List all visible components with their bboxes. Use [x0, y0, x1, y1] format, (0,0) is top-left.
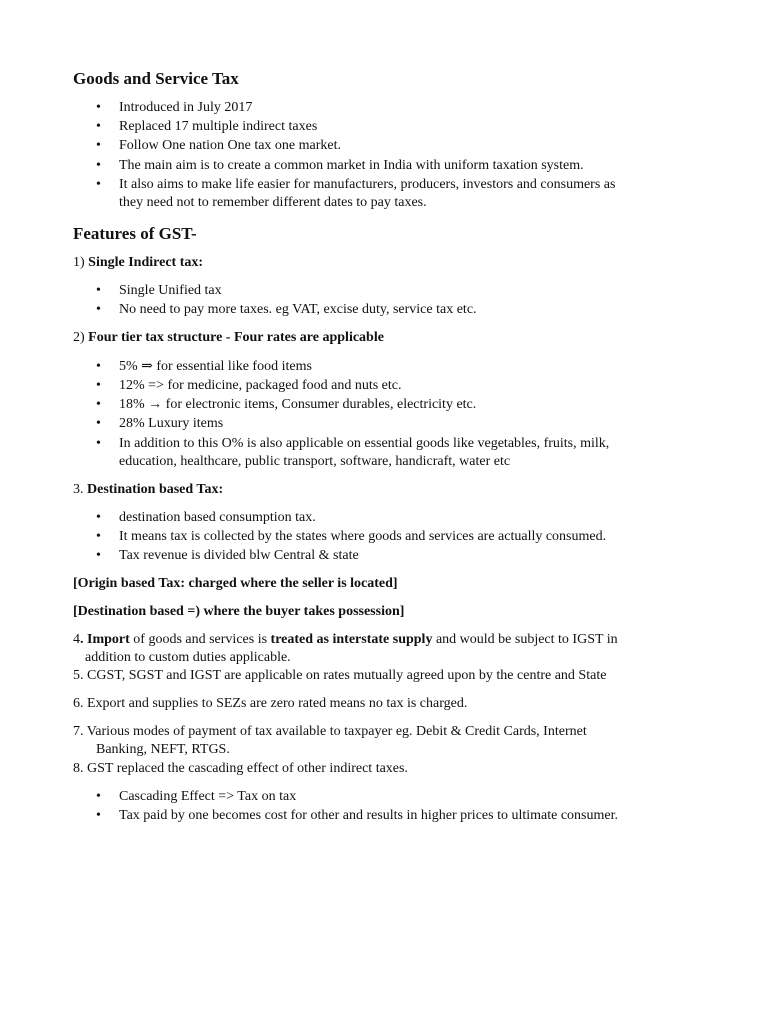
- gst-bullet-5: It also aims to make life easier for manufacturers, producers, investors and consumers as: [119, 177, 616, 192]
- feature-4-dot: .: [80, 632, 87, 647]
- destination-note: [Destination based =) where the buyer takes possession]: [73, 604, 405, 619]
- gst-bullet-3: Follow One nation One tax one market.: [119, 138, 342, 153]
- feature-4-cont: addition to custom duties applicable.: [85, 650, 291, 665]
- feature-4-import: Import: [87, 632, 130, 647]
- feature-7-cont: Banking, NEFT, RTGS.: [96, 742, 230, 757]
- gst-bullet-1: Introduced in July 2017: [119, 100, 253, 115]
- feature-6-line: 6. Export and supplies to SEZs are zero rated means no tax is charged.: [73, 696, 468, 711]
- feature-5-line: 5. CGST, SGST and IGST are applicable on rates mutually agreed upon by the centre and State: [73, 668, 607, 683]
- feature-3-bullet-2: It means tax is collected by the states where goods and services are actually consumed.: [119, 529, 607, 544]
- bullet-icon: •: [96, 283, 101, 298]
- feature-7-line: 7. Various modes of payment of tax available to taxpayer eg. Debit & Credit Cards, Internet: [73, 724, 587, 739]
- feature-3-label: Destination based Tax:: [87, 482, 224, 497]
- feature-1-number: 1): [73, 255, 89, 270]
- feature-2-bullet-2: 12% => for medicine, packaged food and nuts etc.: [119, 378, 402, 393]
- gst-title: Goods and Service Tax: [73, 69, 239, 88]
- feature-2-bullet-5: In addition to this O% is also applicable on essential goods like vegetables, fruits, milk,: [119, 436, 610, 451]
- bullet-icon: •: [96, 436, 101, 451]
- feature-1-bullet-2: No need to pay more taxes. eg VAT, excise duty, service tax etc.: [119, 302, 477, 317]
- feature-2-bullet-1: 5% ⇒ for essential like food items: [119, 359, 312, 374]
- feature-3-heading: [73, 481, 223, 499]
- bullet-icon: •: [96, 177, 101, 192]
- feature-2-label: Four tier tax structure - Four rates are applicable: [88, 330, 384, 345]
- bullet-icon: •: [96, 100, 101, 115]
- bullet-icon: •: [96, 359, 101, 374]
- feature-1-bullet-1: Single Unified tax: [119, 283, 222, 298]
- bullet-icon: •: [96, 119, 101, 134]
- feature-3-bullet-1: destination based consumption tax.: [119, 510, 316, 525]
- feature-1-heading: [73, 254, 203, 272]
- feature-2-number: 2): [73, 330, 89, 345]
- feature-4-line: [73, 631, 618, 649]
- feature-4-number: 4: [73, 632, 80, 647]
- feature-3-number: 3.: [73, 482, 87, 497]
- feature-8-line: 8. GST replaced the cascading effect of other indirect taxes.: [73, 761, 408, 776]
- feature-3-bullet-3: Tax revenue is divided blw Central & state: [119, 548, 359, 563]
- feature-8-bullet-2: Tax paid by one becomes cost for other and results in higher prices to ultimate consumer.: [119, 808, 618, 823]
- gst-bullet-2: Replaced 17 multiple indirect taxes: [119, 119, 318, 134]
- features-title: Features of GST-: [73, 224, 197, 243]
- bullet-icon: •: [96, 158, 101, 173]
- feature-2-bullet-4: 28% Luxury items: [119, 416, 224, 431]
- bullet-icon: •: [96, 510, 101, 525]
- gst-bullet-4: The main aim is to create a common market in India with uniform taxation system.: [119, 158, 584, 173]
- feature-4-text-1: of goods and services is: [129, 632, 271, 647]
- bullet-icon: •: [96, 548, 101, 563]
- gst-bullet-5-cont: they need not to remember different dates to pay taxes.: [119, 195, 427, 210]
- feature-1-label: Single Indirect tax:: [88, 255, 204, 270]
- bullet-icon: •: [96, 808, 101, 823]
- bullet-icon: •: [96, 789, 101, 804]
- feature-8-bullet-1: Cascading Effect => Tax on tax: [119, 789, 297, 804]
- bullet-icon: •: [96, 378, 101, 393]
- feature-2-bullet-3: 18% → for electronic items, Consumer durables, electricity etc.: [119, 397, 477, 412]
- bullet-icon: •: [96, 302, 101, 317]
- feature-2-bullet-5-cont: education, healthcare, public transport, software, handicraft, water etc: [119, 454, 511, 469]
- bullet-icon: •: [96, 529, 101, 544]
- bullet-icon: •: [96, 397, 101, 412]
- origin-note: [Origin based Tax: charged where the seller is located]: [73, 576, 398, 591]
- bullet-icon: •: [96, 138, 101, 153]
- feature-4-text-2: and would be subject to IGST in: [432, 632, 618, 647]
- feature-2-heading: [73, 329, 384, 347]
- bullet-icon: •: [96, 416, 101, 431]
- feature-4-interstate: treated as interstate supply: [270, 632, 433, 647]
